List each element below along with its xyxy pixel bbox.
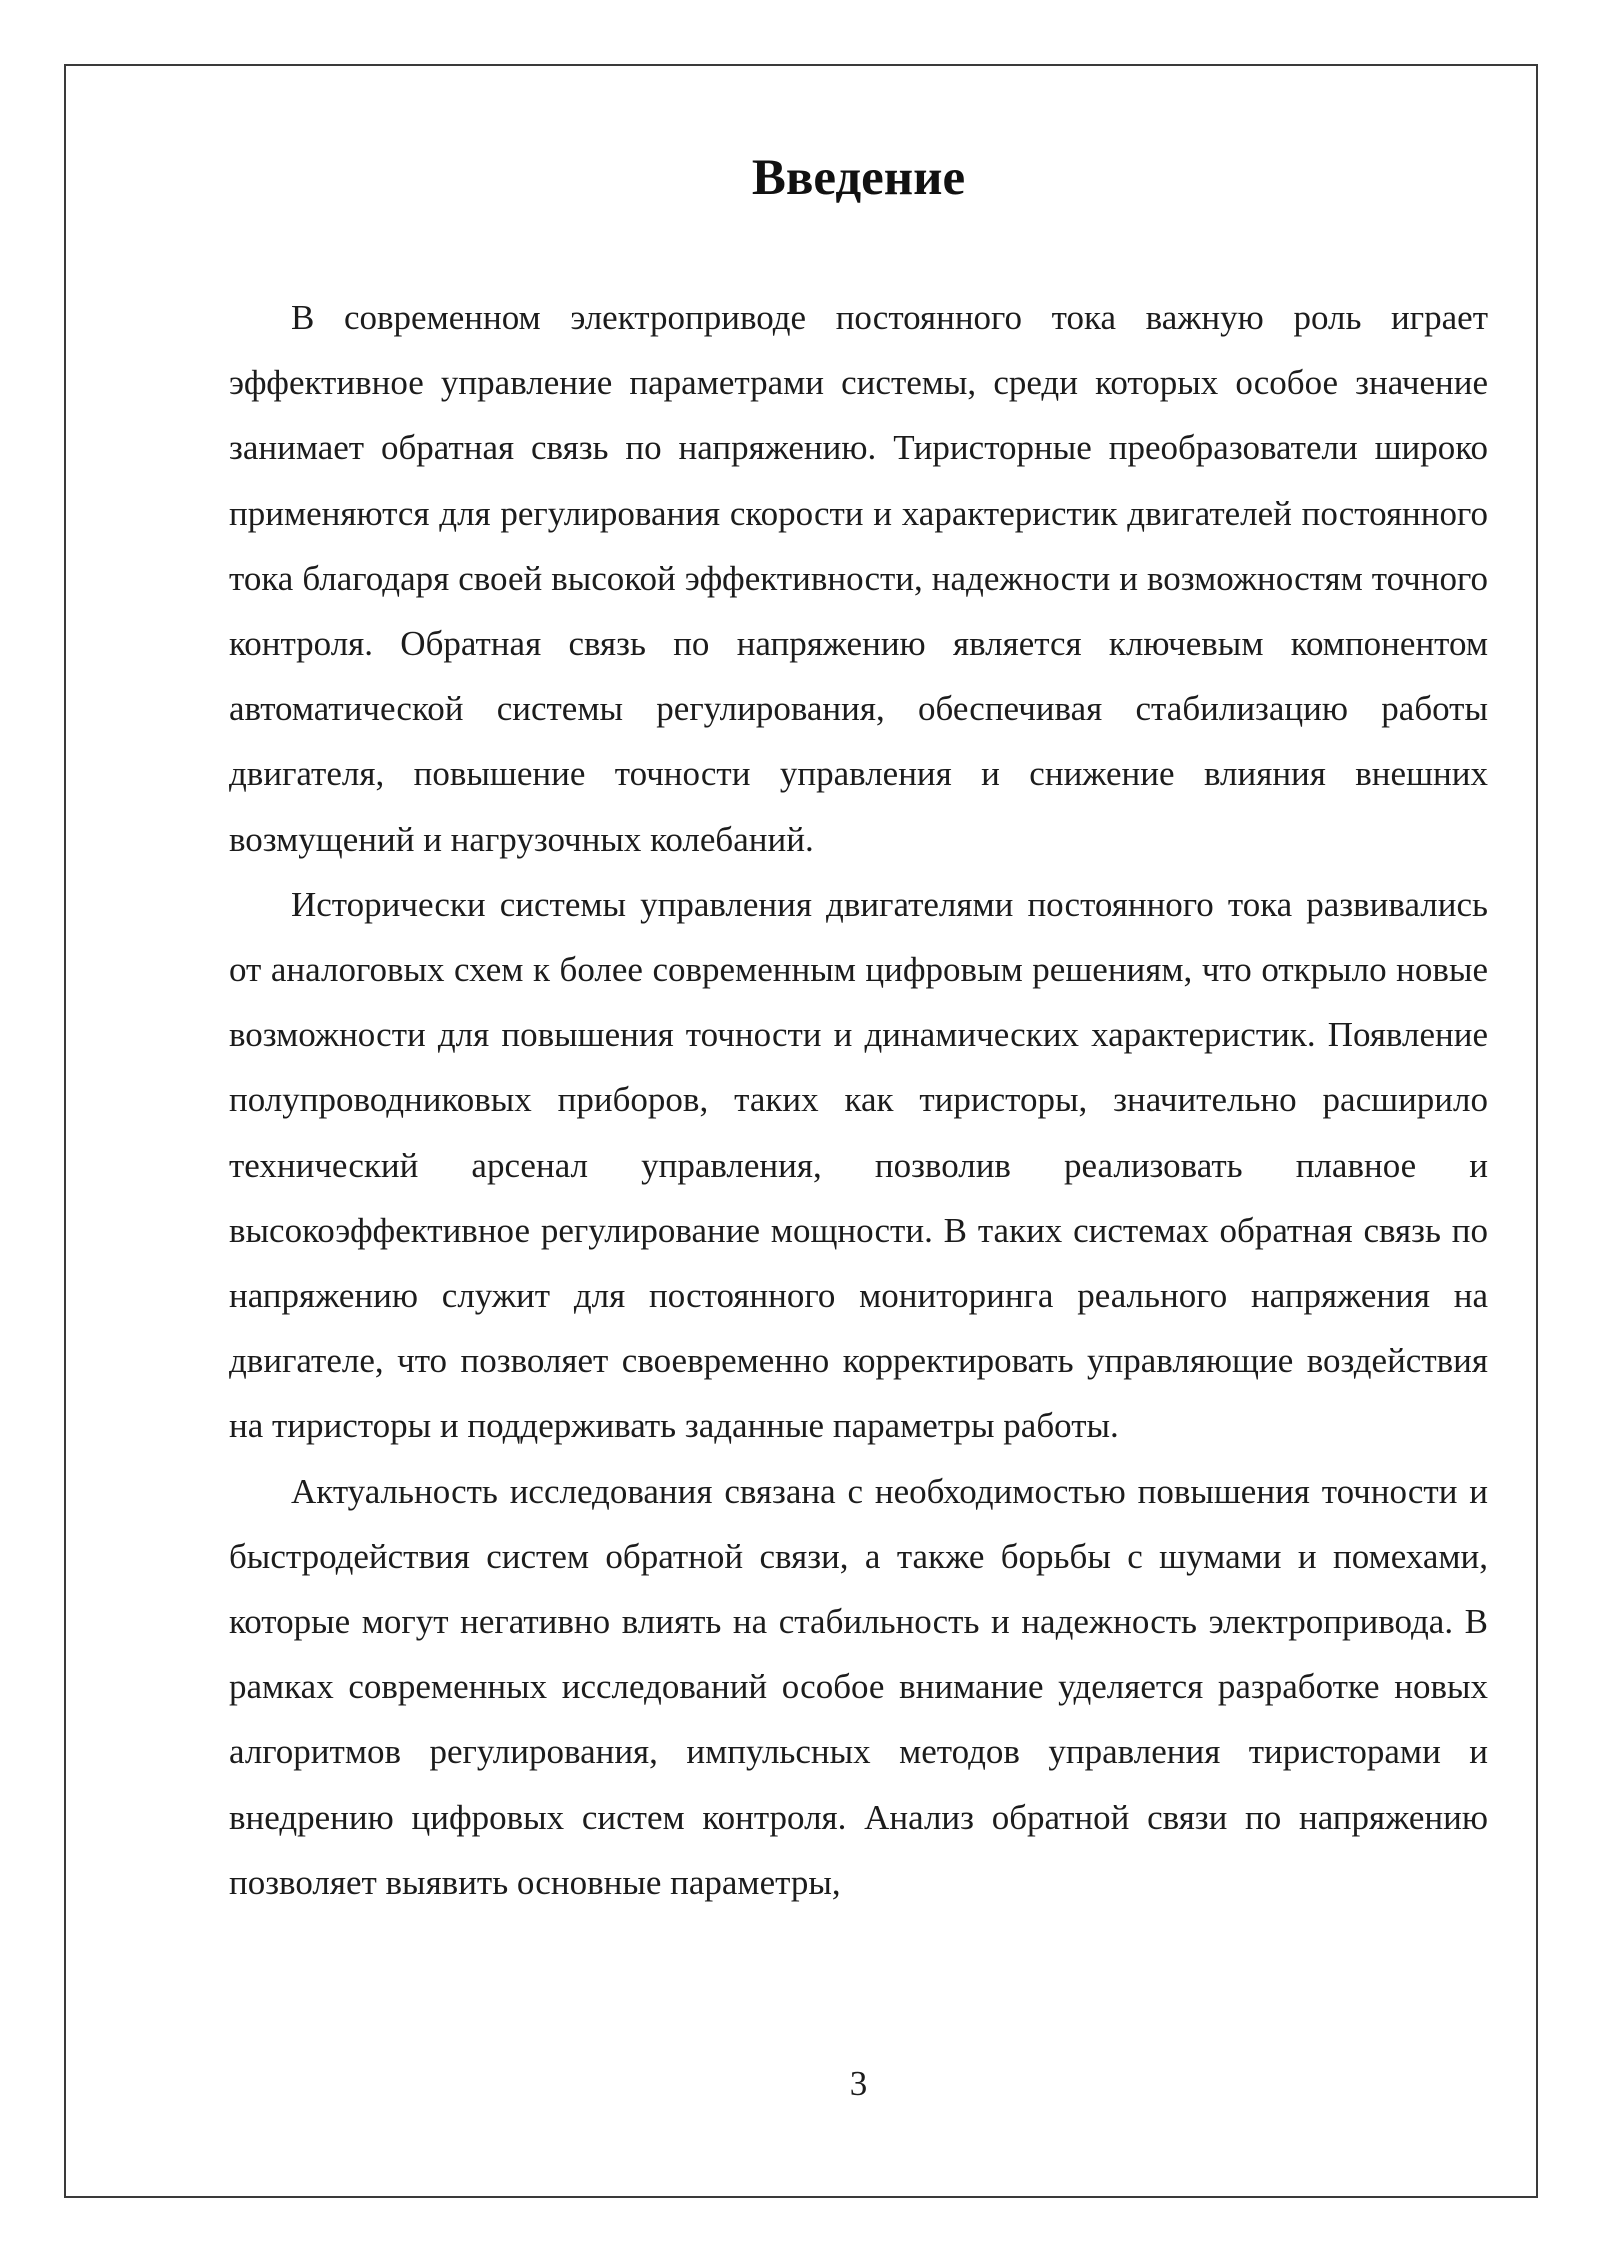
paragraph-2: Исторически системы управления двигателями постоянного тока развивались от аналоговых схем к более современным цифровым решениям, что открыло новые возможности для повышения точности и динамических характеристик. Появление полупроводниковых приборов, таких как тиристоры, значительно расширило технический арсенал управления, позволив реализовать плавное и высокоэффективное регулирование мощности. В таких системах обратная связь по напряжению служит для постоянного мониторинга реального напряжения на двигателе, что позволяет своевременно корректировать управляющие воздействия на тиристоры и поддерживать заданные параметры работы.: [229, 884, 1488, 1446]
body-text: [229, 285, 1488, 1915]
section-heading: Введение: [751, 150, 966, 206]
page-number: 3: [849, 2064, 868, 2103]
paragraph-3: Актуальность исследования связана с необходимостью повышения точности и быстродействия систем обратной связи, а также борьбы с шумами и помехами, которые могут негативно влиять на стабильность и надежность электропривода. В рамках современных исследований особое внимание уделяется разработке новых алгоритмов регулирования, импульсных методов управления тиристорами и внедрению цифровых систем контроля. Анализ обратной связи по напряжению позволяет выявить основные параметры,: [229, 1471, 1488, 1902]
paragraph-1: В современном электроприводе постоянного тока важную роль играет эффективное управление параметрами системы, среди которых особое значение занимает обратная связь по напряжению. Тиристорные преобразователи широко применяются для регулирования скорости и характеристик двигателей постоянного тока благодаря своей высокой эффективности, надежности и возможностям точного контроля. Обратная связь по напряжению является ключевым компонентом автоматической системы регулирования, обеспечивая стабилизацию работы двигателя, повышение точности управления и снижение влияния внешних возмущений и нагрузочных колебаний.: [229, 298, 1488, 859]
